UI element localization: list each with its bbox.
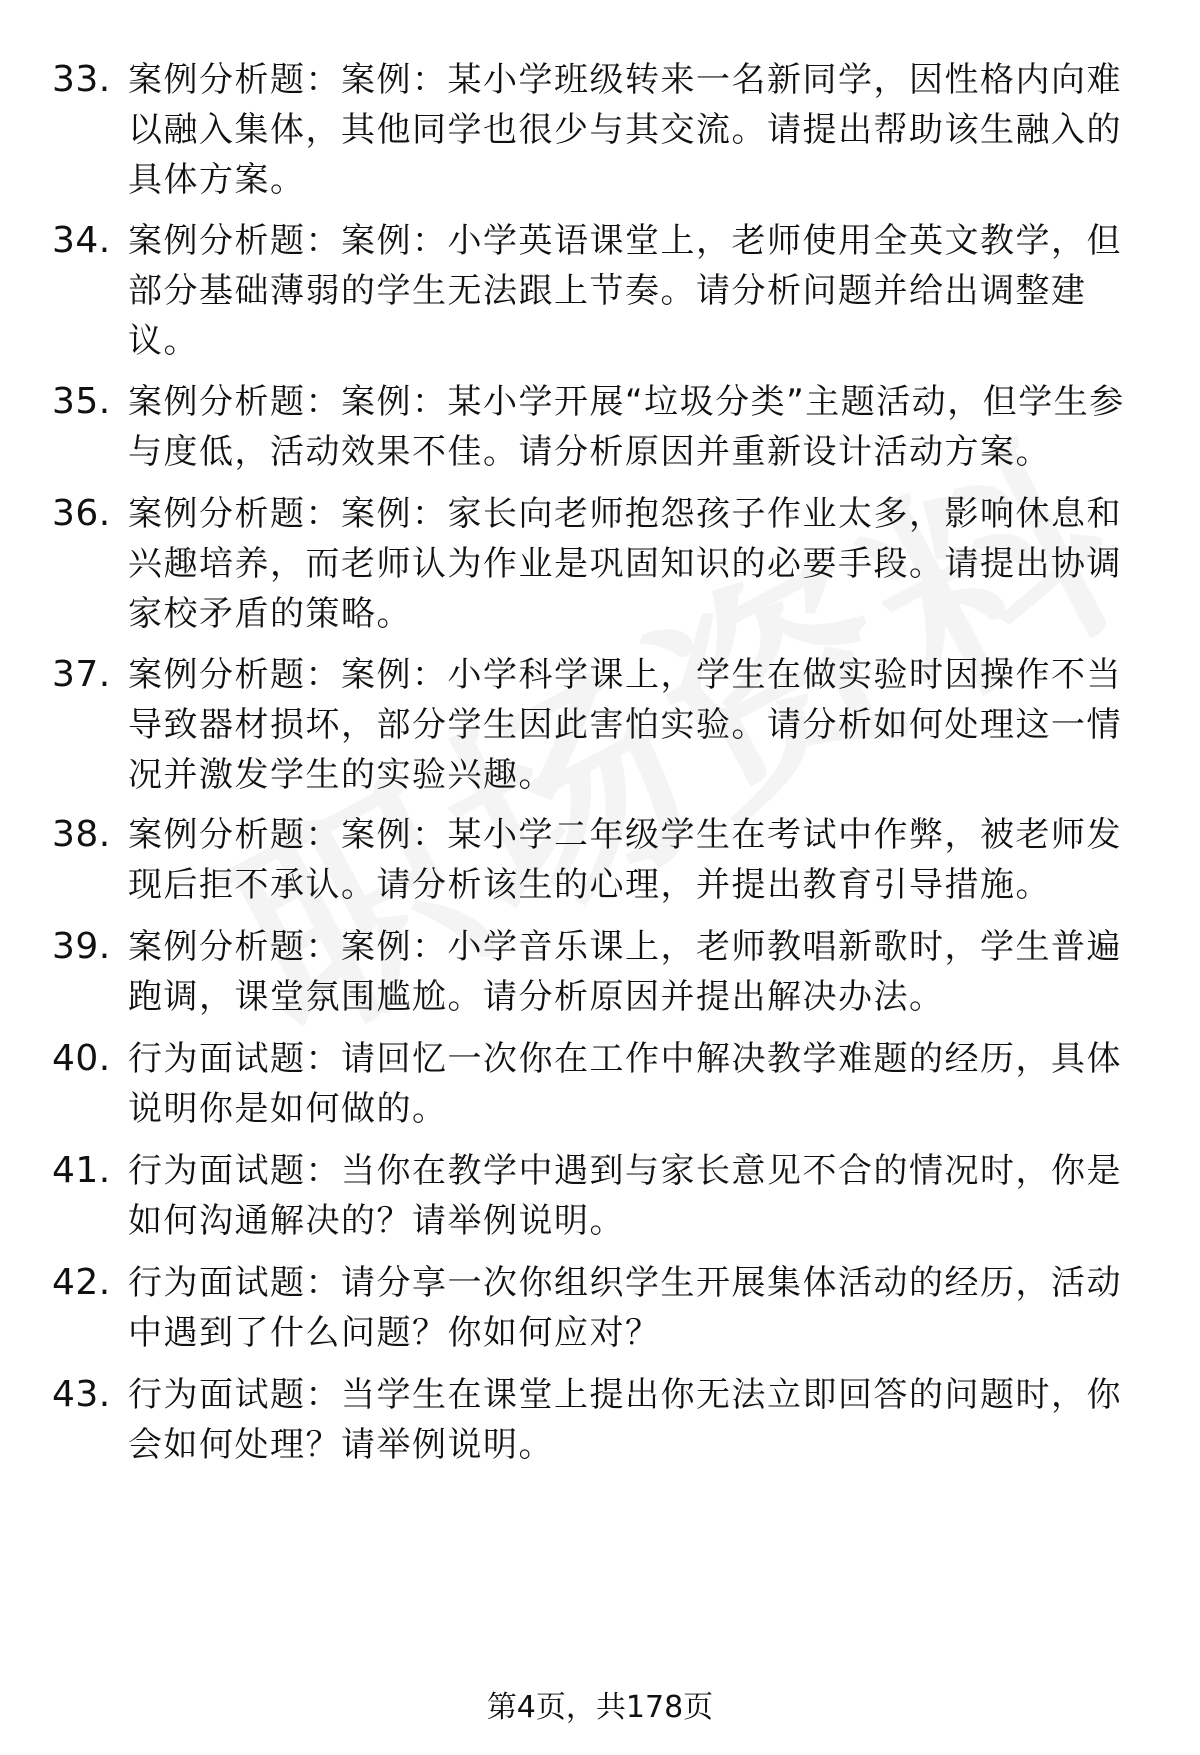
question-text: 行为面试题：请分享一次你组织学生开展集体活动的经历，活动中遇到了什么问题？你如何应对？ — [128, 1263, 1122, 1353]
question-text: 案例分析题：案例：家长向老师抱怨孩子作业太多，影响休息和兴趣培养，而老师认为作业是巩固知识的必要手段。请提出协调家校矛盾的策略。 — [128, 494, 1122, 634]
question-text: 案例分析题：案例：小学科学课上，学生在做实验时因操作不当导致器材损坏，部分学生因此害怕实验。请分析如何处理这一情况并激发学生的实验兴趣。 — [128, 655, 1122, 795]
question-number: 38. — [52, 814, 111, 855]
question-number: 34. — [52, 220, 111, 261]
question-text: 案例分析题：案例：某小学班级转来一名新同学，因性格内向难以融入集体，其他同学也很少与其交流。请提出帮助该生融入的具体方案。 — [128, 60, 1122, 200]
question-text: 行为面试题：当学生在课堂上提出你无法立即回答的问题时，你会如何处理？请举例说明。 — [128, 1375, 1122, 1465]
question-text: 案例分析题：案例：某小学开展“垃圾分类”主题活动，但学生参与度低，活动效果不佳。请分析原因并重新设计活动方案。 — [128, 382, 1125, 472]
question-text: 案例分析题：案例：小学英语课堂上，老师使用全英文教学，但部分基础薄弱的学生无法跟上节奏。请分析问题并给出调整建议。 — [128, 221, 1122, 361]
question-number: 43. — [52, 1374, 111, 1415]
question-number: 40. — [52, 1038, 111, 1079]
question-number: 33. — [52, 59, 111, 100]
question-number: 35. — [52, 381, 111, 422]
question-number: 42. — [52, 1262, 111, 1303]
question-text: 行为面试题：请回忆一次你在工作中解决教学难题的经历，具体说明你是如何做的。 — [128, 1039, 1122, 1129]
question-text: 案例分析题：案例：小学音乐课上，老师教唱新歌时，学生普遍跑调，课堂氛围尴尬。请分析原因并提出解决办法。 — [128, 927, 1122, 1017]
question-number: 37. — [52, 654, 111, 695]
question-text: 案例分析题：案例：某小学二年级学生在考试中作弊，被老师发现后拒不承认。请分析该生的心理，并提出教育引导措施。 — [128, 815, 1122, 905]
question-number: 36. — [52, 493, 111, 534]
question-number: 39. — [52, 926, 111, 967]
page-footer: 第4页，共178页 — [486, 1690, 714, 1725]
question-text: 行为面试题：当你在教学中遇到与家长意见不合的情况时，你是如何沟通解决的？请举例说明。 — [128, 1151, 1122, 1241]
question-number: 41. — [52, 1150, 111, 1191]
